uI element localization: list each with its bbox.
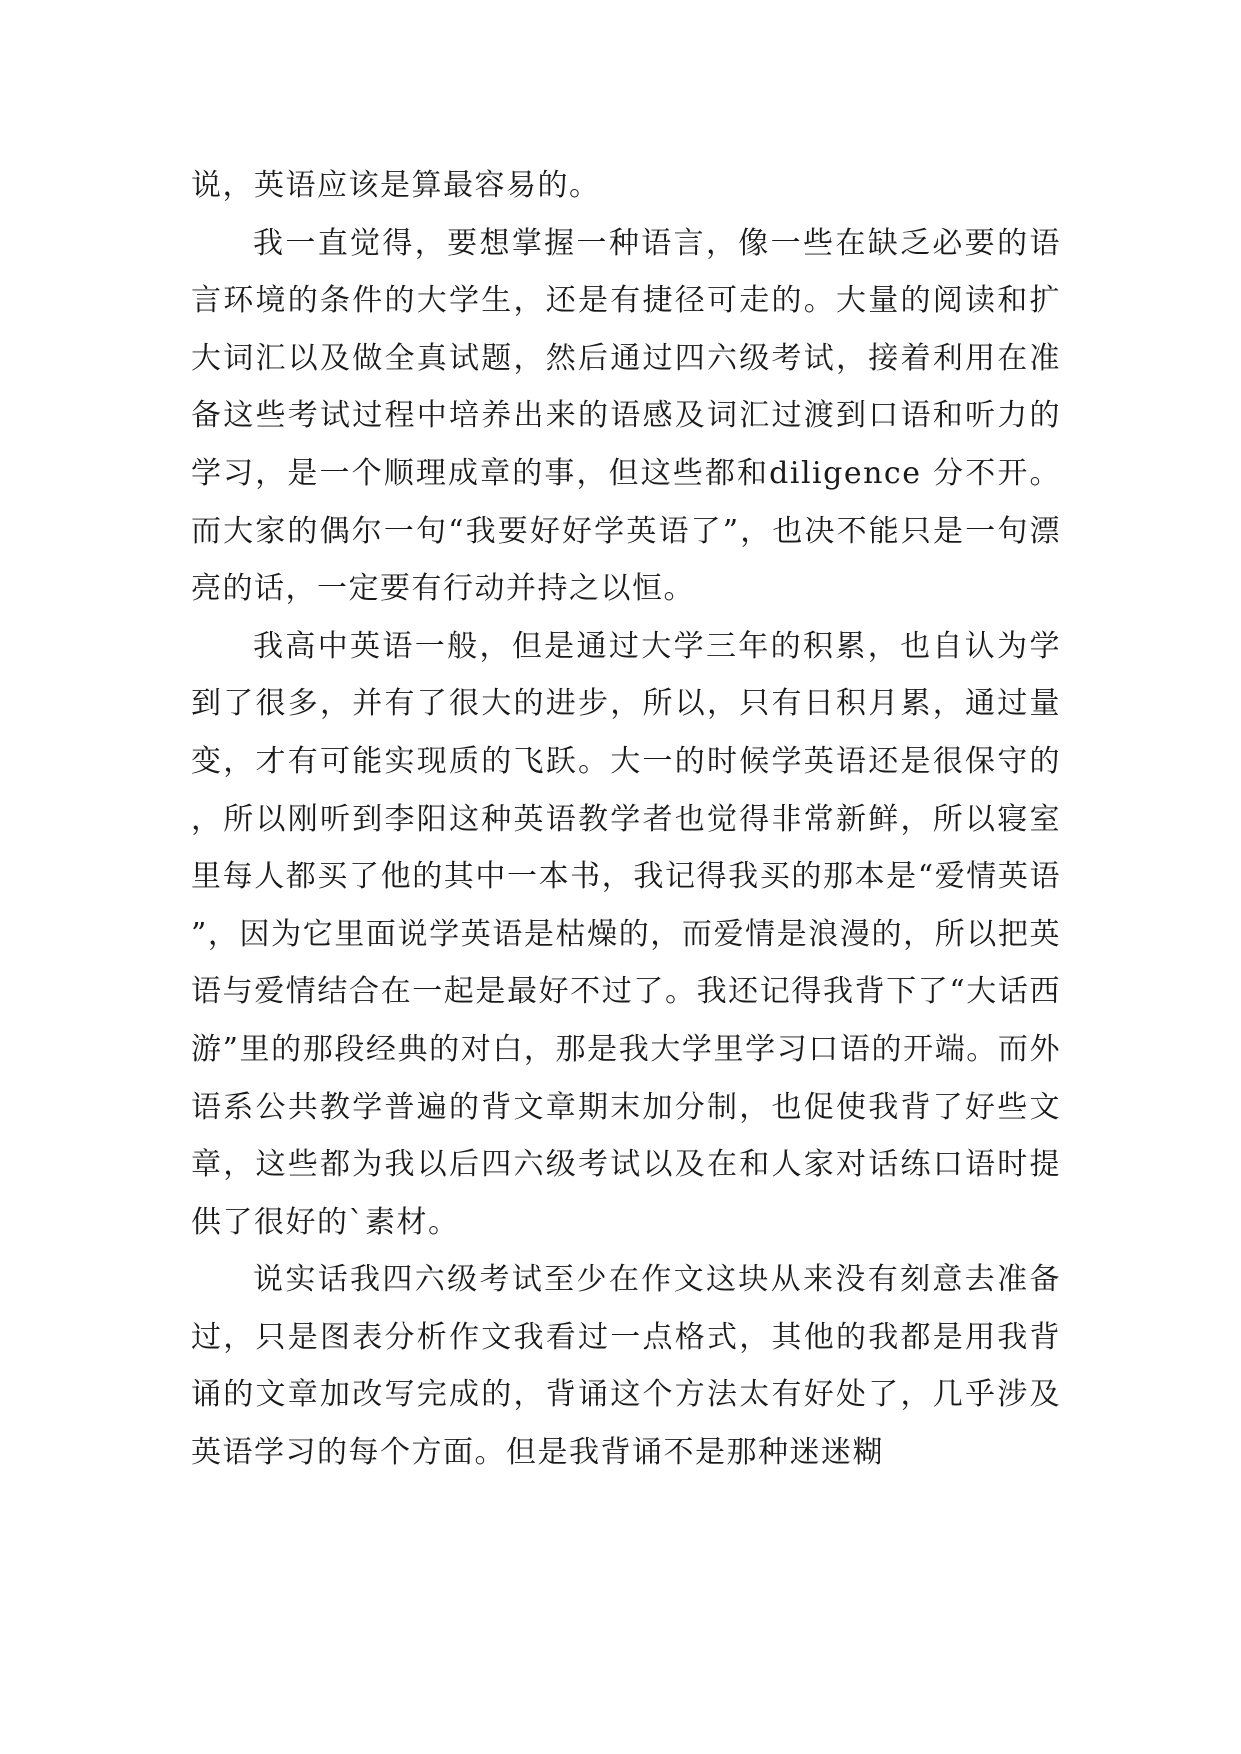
paragraph-1: 说，英语应该是算最容易的。 bbox=[191, 168, 601, 203]
document-body bbox=[191, 157, 1061, 1482]
paragraph-2: 我一直觉得，要想掌握一种语言，像一些在缺乏必要的语言环境的条件的大学生，还是有捷径可走的。大量的阅读和扩大词汇以及做全真试题，然后通过四六级考试，接着利用在准备这些考试过程中培养出来的语感及词汇过渡到口语和听力的学习，是一个顺理成章的事，但这些都和diligence 分不开。而大家的偶尔一句“我要好好学英语了”，也决不能只是一句漂亮的话，一定要有行动并持之以恒。 bbox=[191, 225, 1061, 607]
paragraph-4: 说实话我四六级考试至少在作文这块从来没有刻意去准备过，只是图表分析作文我看过一点格式，其他的我都是用我背诵的文章加改写完成的，背诵这个方法太有好处了，几乎涉及英语学习的每个方面。但是我背诵不是那种迷迷糊 bbox=[191, 1262, 1061, 1471]
paragraph-3: 我高中英语一般，但是通过大学三年的积累，也自认为学到了很多，并有了很大的进步，所以，只有日积月累，通过量变，才有可能实现质的飞跃。大一的时候学英语还是很保守的，所以刚听到李阳这种英语教学者也觉得非常新鲜，所以寝室里每人都买了他的其中一本书，我记得我买的那本是“爱情英语”，因为它里面说学英语是枯燥的，而爱情是浪漫的，所以把英语与爱情结合在一起是最好不过了。我还记得我背下了“大话西游”里的那段经典的对白，那是我大学里学习口语的开端。而外语系公共教学普遍的背文章期末加分制，也促使我背了好些文章，这些都为我以后四六级考试以及在和人家对话练口语时提供了很好的`素材。 bbox=[191, 628, 1061, 1240]
